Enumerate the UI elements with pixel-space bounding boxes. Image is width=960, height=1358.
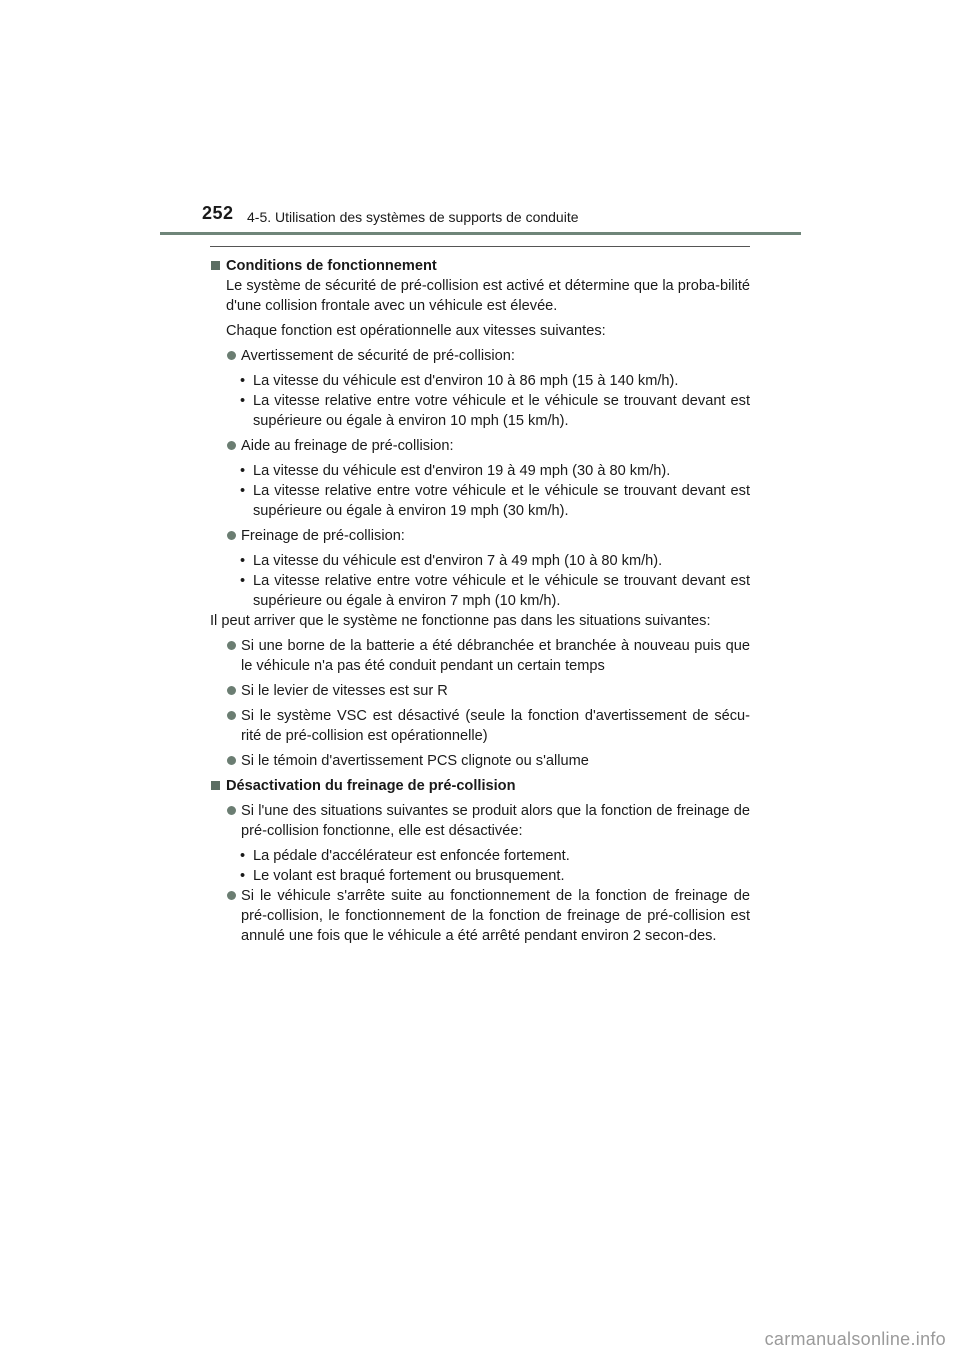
dot-bullet-icon: • <box>240 483 246 499</box>
circle-bullet-icon <box>227 711 236 720</box>
sub-item-text: La vitesse relative entre votre véhicule et le véhicule se trouvant devant est supérieure ou égale à environ 19 mph (30 km/h). <box>253 483 750 519</box>
sub-item <box>240 371 750 391</box>
section-heading-conditions <box>210 256 750 276</box>
bullet-text: Si le témoin d'avertissement PCS clignote ou s'allume <box>241 753 589 769</box>
bullet-brake-assist <box>210 436 750 456</box>
sub-item-text: Le volant est braqué fortement ou brusquement. <box>253 868 565 884</box>
sub-item-text: La vitesse relative entre votre véhicule et le véhicule se trouvant devant est supérieure ou égale à environ 7 mph (10 km/h). <box>253 573 750 609</box>
content-divider <box>210 246 750 247</box>
bullet-not-working <box>210 706 750 746</box>
dot-bullet-icon: • <box>240 573 246 589</box>
sub-item-text: La vitesse du véhicule est d'environ 7 à 49 mph (10 à 80 km/h). <box>253 553 663 569</box>
section-heading-deactivation <box>210 776 750 796</box>
sub-item <box>240 391 750 431</box>
circle-bullet-icon <box>227 531 236 540</box>
circle-bullet-icon <box>227 641 236 650</box>
bullet-text: Si l'une des situations suivantes se produit alors que la fonction de freinage de pré-collision fonctionne, elle est désactivée: <box>241 803 750 839</box>
page-content <box>210 256 750 946</box>
bullet-deactivation <box>210 801 750 841</box>
dot-bullet-icon: • <box>240 373 246 389</box>
bullet-text: Si le véhicule s'arrête suite au fonctionnement de la fonction de freinage de pré-collision, le fonctionnement de la fonction de freinage de pré-collision est annulé une fois que le véhicule a été arrêté pendant environ 2 secon-des. <box>241 888 750 944</box>
sub-item-text: La vitesse du véhicule est d'environ 19 à 49 mph (30 à 80 km/h). <box>253 463 671 479</box>
dot-bullet-icon: • <box>240 463 246 479</box>
page-number: 252 <box>202 203 234 223</box>
watermark-logo: carmanualsonline.info <box>764 1329 946 1349</box>
bullet-label: Aide au freinage de pré-collision: <box>241 438 454 454</box>
bullet-not-working <box>210 636 750 676</box>
not-working-intro: Il peut arriver que le système ne fonctionne pas dans les situations suivantes: <box>210 613 711 629</box>
sub-item <box>240 846 750 866</box>
sub-item <box>240 571 750 611</box>
bullet-label: Freinage de pré-collision: <box>241 528 405 544</box>
circle-bullet-icon <box>227 441 236 450</box>
dot-bullet-icon: • <box>240 393 246 409</box>
bullet-braking <box>210 526 750 546</box>
circle-bullet-icon <box>227 351 236 360</box>
sub-item <box>240 551 750 571</box>
intro-paragraph: Le système de sécurité de pré-collision est activé et détermine que la proba-bilité d'une collision frontale avec un véhicule est élevée. <box>226 278 750 314</box>
circle-bullet-icon <box>227 806 236 815</box>
bullet-text: Si le levier de vitesses est sur R <box>241 683 448 699</box>
bullet-warning <box>210 346 750 366</box>
sub-item <box>240 866 750 886</box>
square-bullet-icon <box>211 781 220 790</box>
page-header <box>0 0 960 240</box>
dot-bullet-icon: • <box>240 553 246 569</box>
bullet-not-working <box>210 751 750 771</box>
bullet-text: Si une borne de la batterie a été débranchée et branchée à nouveau puis que le véhicule n'a pas été conduit pendant un certain temps <box>241 638 750 674</box>
chapter-title: 4-5. Utilisation des systèmes de supports de conduite <box>247 209 579 225</box>
bullet-text: Si le système VSC est désactivé (seule la fonction d'avertissement de sécu-rité de pré-collision est opérationnelle) <box>241 708 750 744</box>
bullet-not-working <box>210 681 750 701</box>
bullet-deactivation <box>210 886 750 946</box>
section-title: Conditions de fonctionnement <box>226 258 437 274</box>
circle-bullet-icon <box>227 891 236 900</box>
sub-item-text: La pédale d'accélérateur est enfoncée fortement. <box>253 848 570 864</box>
header-divider <box>160 232 801 235</box>
bullet-label: Avertissement de sécurité de pré-collision: <box>241 348 515 364</box>
speeds-intro: Chaque fonction est opérationnelle aux vitesses suivantes: <box>226 323 606 339</box>
circle-bullet-icon <box>227 756 236 765</box>
sub-item <box>240 481 750 521</box>
square-bullet-icon <box>211 261 220 270</box>
dot-bullet-icon: • <box>240 848 246 864</box>
sub-item-text: La vitesse du véhicule est d'environ 10 à 86 mph (15 à 140 km/h). <box>253 373 679 389</box>
circle-bullet-icon <box>227 686 236 695</box>
sub-item <box>240 461 750 481</box>
section-title: Désactivation du freinage de pré-collision <box>226 778 516 794</box>
dot-bullet-icon: • <box>240 868 246 884</box>
sub-item-text: La vitesse relative entre votre véhicule et le véhicule se trouvant devant est supérieure ou égale à environ 10 mph (15 km/h). <box>253 393 750 429</box>
